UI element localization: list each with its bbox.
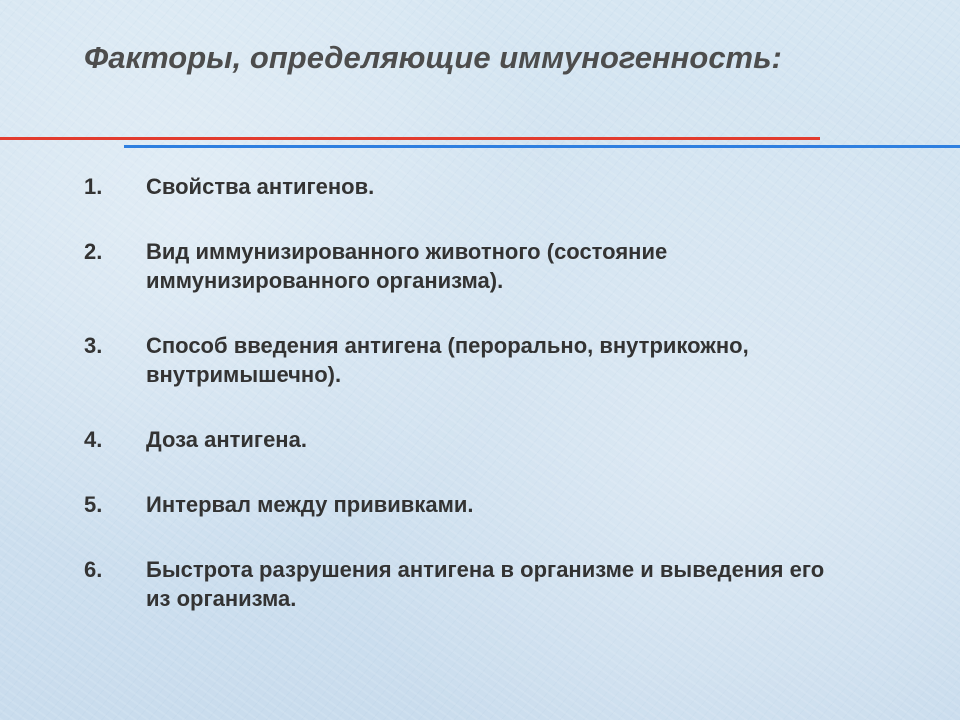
list-item [84, 490, 904, 519]
item-number: 3. [84, 333, 103, 358]
item-number: 1. [84, 174, 103, 199]
title-underline-blue [124, 145, 960, 148]
list-item [84, 425, 904, 454]
list-item [84, 555, 904, 613]
item-text: Вид иммунизированного животного (состояние иммунизированного организма). [146, 239, 668, 293]
item-text: Свойства антигенов. [146, 174, 375, 199]
list-item [84, 331, 904, 389]
item-number: 5. [84, 492, 103, 517]
item-text: Доза антигена. [146, 427, 307, 452]
item-text: Быстрота разрушения антигена в организме и выведения его из организма. [146, 557, 825, 611]
list-item [84, 237, 904, 295]
item-text: Способ введения антигена (перорально, внутрикожно, внутримышечно). [146, 333, 749, 387]
slide-title: Факторы, определяющие иммуногенность: [84, 40, 782, 75]
item-text: Интервал между прививками. [146, 492, 474, 517]
title-underline-red [0, 137, 820, 140]
item-number: 4. [84, 427, 103, 452]
item-number: 6. [84, 557, 103, 582]
list-item [84, 172, 904, 201]
factor-list [84, 172, 904, 649]
item-number: 2. [84, 239, 103, 264]
